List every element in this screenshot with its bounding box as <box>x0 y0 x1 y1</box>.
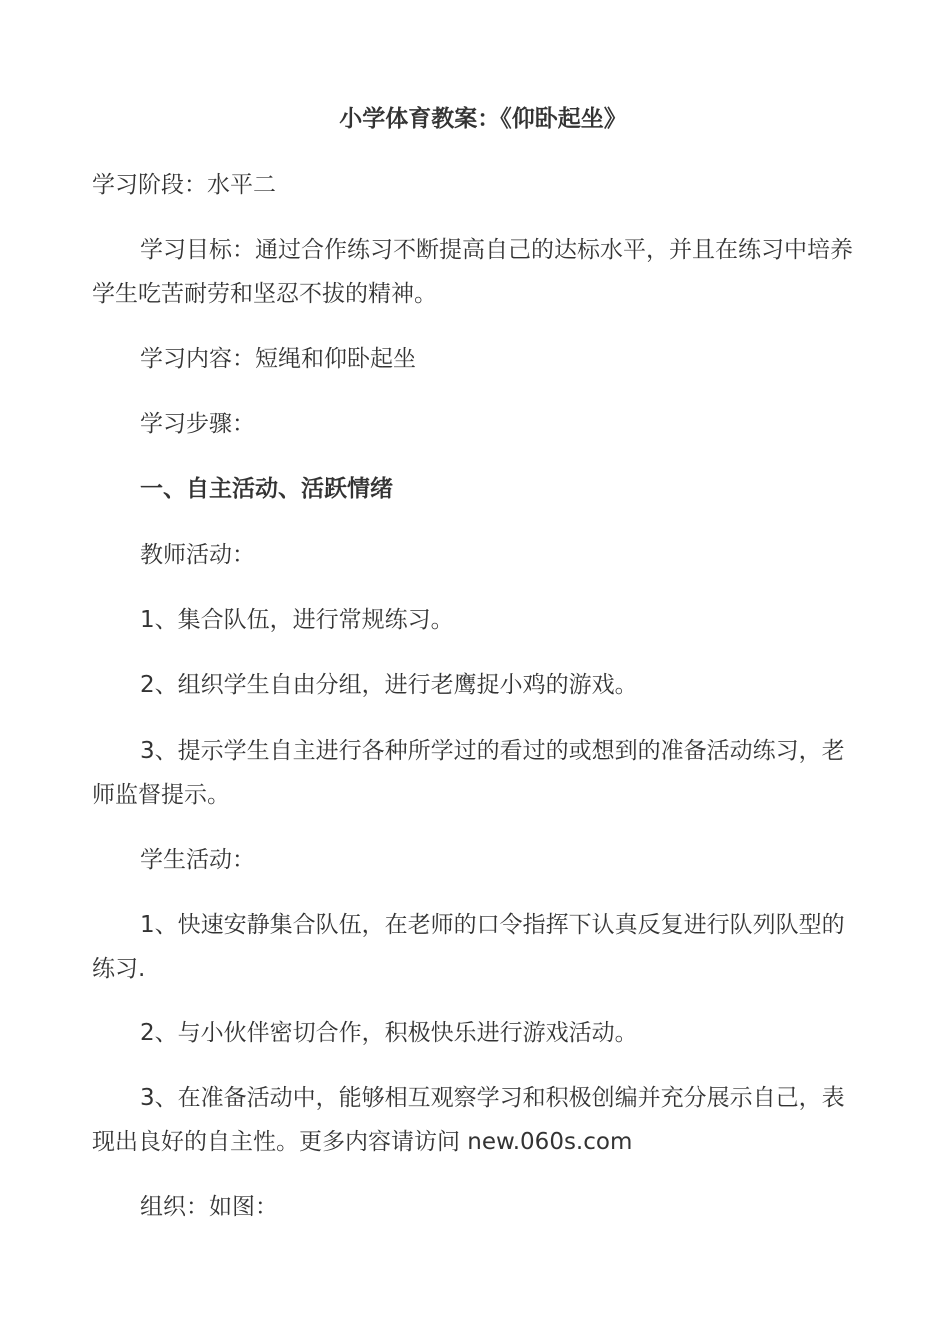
paragraph-stage: 学习阶段：水平二 <box>92 172 276 198</box>
paragraph-objective: 学习目标：通过合作练习不断提高自己的达标水平，并且在练习中培养学生吃苦耐劳和坚忍不拔的精神。 <box>92 237 853 307</box>
list-item: 1、快速安静集合队伍，在老师的口令指挥下认真反复进行队列队型的练习. <box>92 912 845 982</box>
paragraph-teacher-activity: 教师活动： <box>140 542 255 568</box>
list-item: 3、在准备活动中，能够相互观察学习和积极创编并充分展示自己，表现出良好的自主性。更多内容请访问 new.060s.com <box>92 1085 845 1155</box>
paragraph-student-activity: 学生活动： <box>140 847 255 873</box>
list-item: 2、组织学生自由分组，进行老鹰捉小鸡的游戏。 <box>140 672 638 698</box>
page-title: 小学体育教案：《仰卧起坐》 <box>339 106 627 132</box>
paragraph-content: 学习内容：短绳和仰卧起坐 <box>140 346 416 372</box>
paragraph-organization: 组织：如图： <box>140 1194 278 1220</box>
section-heading-1: 一、自主活动、活跃情绪 <box>140 476 393 502</box>
paragraph-steps-heading: 学习步骤： <box>140 411 255 437</box>
list-item: 3、提示学生自主进行各种所学过的看过的或想到的准备活动练习，老师监督提示。 <box>92 738 845 808</box>
list-item: 2、与小伙伴密切合作，积极快乐进行游戏活动。 <box>140 1020 638 1046</box>
list-item: 1、集合队伍，进行常规练习。 <box>140 607 454 633</box>
